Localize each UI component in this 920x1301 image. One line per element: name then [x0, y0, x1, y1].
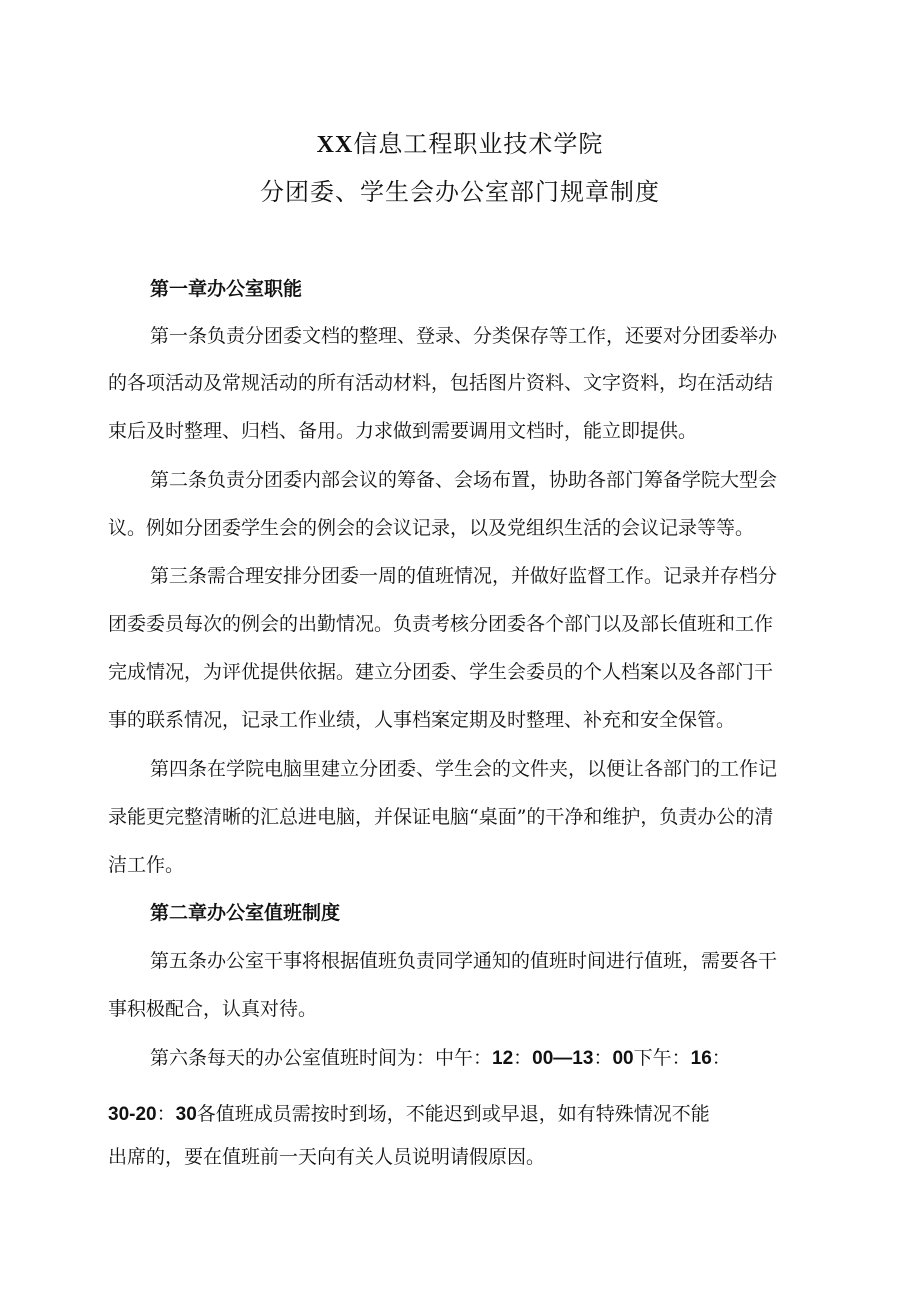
article6-prefix: 第六条每天的办公室值班时间为：中午：: [150, 1047, 493, 1069]
article6-line1: [150, 1045, 731, 1072]
article4-line: 洁工作。: [108, 854, 185, 876]
time-value: 16: [690, 1048, 712, 1069]
article3-line: 事的联系情况，记录工作业绩，人事档案定期及时整理、补充和安全保管。: [108, 709, 736, 731]
time-separator: ：: [711, 1047, 731, 1069]
chapter2-heading: 第二章办公室值班制度: [150, 902, 341, 924]
article1-line: 的各项活动及常规活动的所有活动材料，包括图片资料、文字资料，均在活动结: [108, 372, 774, 394]
article6-line2: [108, 1101, 710, 1128]
document-subtitle: 分团委、学生会办公室部门规章制度: [260, 178, 660, 206]
article2-line: 议。例如分团委学生会的例会的会议记录，以及党组织生活的会议记录等等。: [108, 517, 755, 539]
title-latin: XX: [316, 132, 354, 158]
article4-line: 录能更完整清晰的汇总进电脑，并保证电脑“桌面”的干净和维护，负责办公的清: [108, 806, 774, 828]
time-value: 00—13: [532, 1048, 594, 1069]
article3-line: 团委委员每次的例会的出勤情况。负责考核分团委各个部门以及部长值班和工作: [108, 613, 774, 635]
time-separator: ：: [513, 1047, 533, 1069]
time-separator: ：: [156, 1103, 176, 1125]
article3-line: 第三条需合理安排分团委一周的值班情况，并做好监督工作。记录并存档分: [150, 565, 778, 587]
time-value: 00: [612, 1048, 634, 1069]
document-title: [0, 128, 920, 161]
article1-line: 束后及时整理、归档、备用。力求做到需要调用文档时，能立即提供。: [108, 420, 698, 442]
article5-line: 事积极配合，认真对待。: [108, 998, 318, 1020]
article4-line: 第四条在学院电脑里建立分团委、学生会的文件夹，以便让各部门的工作记: [150, 758, 778, 780]
article2-line: 第二条负责分团委内部会议的筹备、会场布置，协助各部门筹备学院大型会: [150, 469, 778, 491]
chapter1-heading: 第一章办公室职能: [150, 278, 303, 300]
article5-line: 第五条办公室干事将根据值班负责同学通知的值班时间进行值班，需要各干: [150, 950, 778, 972]
article3-line: 完成情况，为评优提供依据。建立分团委、学生会委员的个人档案以及各部门干: [108, 661, 774, 683]
afternoon-label: 下午：: [633, 1047, 691, 1069]
time-value: 12: [492, 1048, 514, 1069]
time-value: 30: [175, 1104, 197, 1125]
article6-text: 各值班成员需按时到场，不能迟到或早退，如有特殊情况不能: [196, 1103, 710, 1125]
time-value: 30-20: [108, 1104, 157, 1125]
title-rest: 信息工程职业技术学院: [353, 130, 604, 158]
time-separator: ：: [593, 1047, 613, 1069]
article6-line3: 出席的，要在值班前一天向有关人员说明请假原因。: [108, 1146, 546, 1168]
article1-line: 第一条负责分团委文档的整理、登录、分类保存等工作，还要对分团委举办: [150, 325, 778, 347]
